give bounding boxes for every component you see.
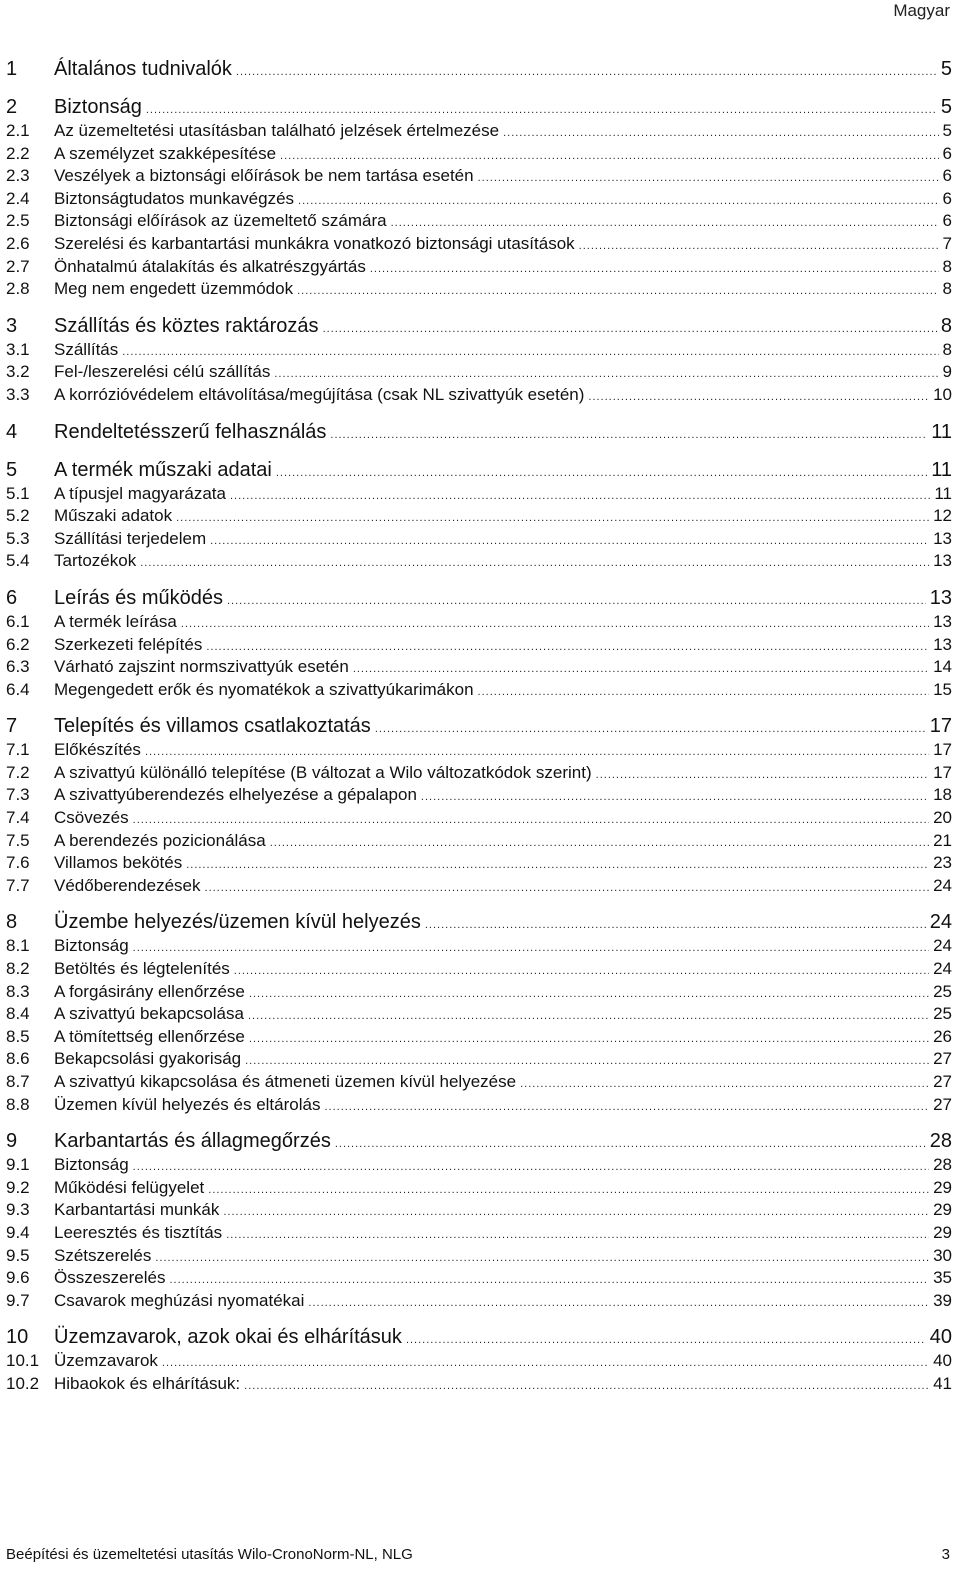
toc-entry-page: 17 (929, 715, 952, 738)
toc-dot-leader (248, 1005, 929, 1028)
toc-chapter-entry[interactable] (6, 1129, 952, 1154)
toc-section-entry[interactable] (6, 505, 952, 528)
toc-entry-number: 6 (6, 586, 18, 609)
toc-dot-leader (335, 1132, 926, 1157)
toc-entry-title: A típusjel magyarázata (54, 483, 226, 503)
toc-section-entry[interactable] (6, 1094, 952, 1117)
toc-entry-number: 9.5 (6, 1245, 30, 1265)
toc-entry-number: 5.4 (6, 551, 30, 571)
toc-section-entry[interactable] (6, 1048, 952, 1071)
toc-entry-page: 24 (929, 911, 952, 934)
toc-section-entry[interactable] (6, 483, 952, 506)
toc-entry-title: A termék leírása (54, 611, 177, 631)
toc-section-entry[interactable] (6, 981, 952, 1004)
toc-entry-number: 8.2 (6, 959, 30, 979)
toc-entry-number: 10 (6, 1326, 29, 1349)
toc-entry-page: 24 (933, 959, 952, 979)
toc-entry-number: 6.3 (6, 657, 30, 677)
toc-dot-leader (588, 386, 929, 409)
toc-entry-page: 9 (942, 362, 952, 382)
toc-entry-number: 5.2 (6, 506, 30, 526)
toc-entry-title: Villamos bekötés (54, 853, 183, 873)
toc-entry-title: Műszaki adatok (54, 506, 173, 526)
toc-dot-leader (330, 423, 927, 448)
toc-entry-number: 9.4 (6, 1222, 30, 1242)
toc-entry-title: Csövezés (54, 808, 129, 828)
toc-entry-number: 5 (6, 458, 18, 481)
toc-dot-leader (249, 983, 929, 1006)
toc-entry-number: 8.8 (6, 1094, 30, 1114)
toc-section-entry[interactable] (6, 188, 952, 211)
toc-dot-leader (370, 258, 939, 281)
toc-entry-number: 9.1 (6, 1155, 30, 1175)
toc-entry-page: 29 (933, 1177, 952, 1197)
toc-dot-leader (155, 1247, 929, 1270)
toc-entry-page: 11 (931, 420, 952, 443)
toc-entry-title: Általános tudnivalók (54, 58, 232, 80)
toc-entry-title: Karbantartás és állagmegőrzés (54, 1130, 331, 1153)
toc-dot-leader (406, 1328, 926, 1353)
toc-dot-leader (205, 877, 930, 900)
toc-entry-number: 5.3 (6, 528, 30, 548)
toc-entry-page: 27 (933, 1049, 952, 1069)
toc-dot-leader (223, 1201, 929, 1224)
toc-section-entry[interactable] (6, 784, 952, 807)
toc-entry-title: Meg nem engedett üzemmódok (54, 279, 294, 299)
toc-entry-title: Önhatalmú átalakítás és alkatrészgyártás (54, 256, 366, 276)
toc-entry-page: 39 (933, 1290, 952, 1310)
toc-dot-leader (249, 1028, 929, 1051)
toc-dot-leader (176, 507, 929, 530)
toc-entry-page: 24 (933, 875, 952, 895)
toc-entry-page: 6 (942, 166, 952, 186)
toc-entry-number: 7.4 (6, 808, 30, 828)
toc-entry-page: 29 (933, 1222, 952, 1242)
toc-entry-title: Csavarok meghúzási nyomatékai (54, 1290, 305, 1310)
toc-entry-title: Üzemen kívül helyezés és eltárolás (54, 1094, 321, 1114)
toc-section-entry[interactable] (6, 1199, 952, 1222)
toc-entry-page: 25 (933, 1004, 952, 1024)
toc-dot-leader (308, 1292, 929, 1315)
toc-dot-leader (208, 1179, 929, 1202)
toc-entry-page: 27 (933, 1072, 952, 1091)
toc-dot-leader (244, 1375, 929, 1398)
toc-entry-number: 7.2 (6, 762, 30, 782)
toc-dot-leader (181, 613, 929, 636)
toc-chapter-entry[interactable] (6, 420, 952, 445)
toc-entry-number: 6.1 (6, 611, 30, 631)
toc-section-entry[interactable] (6, 550, 952, 573)
toc-entry-number: 6.2 (6, 634, 30, 654)
toc-chapter-entry[interactable] (6, 586, 952, 611)
toc-entry-page: 13 (933, 528, 952, 548)
toc-section-entry[interactable] (6, 384, 952, 407)
toc-entry-number: 2.2 (6, 143, 30, 163)
toc-entry-page: 20 (933, 808, 952, 828)
toc-entry-page: 11 (934, 483, 952, 503)
toc-entry-number: 2.8 (6, 279, 30, 299)
toc-entry-title: Rendeltetésszerű felhasználás (54, 420, 327, 443)
toc-entry-number: 7.3 (6, 785, 30, 805)
toc-section-entry[interactable] (6, 830, 952, 853)
toc-entry-page: 8 (942, 339, 952, 359)
toc-entry-page: 6 (942, 188, 952, 208)
toc-entry-page: 11 (931, 458, 952, 481)
toc-section-entry[interactable] (6, 1222, 952, 1245)
toc-entry-number: 2.5 (6, 211, 30, 231)
toc-entry-page: 27 (933, 1094, 952, 1114)
toc-entry-page: 18 (933, 785, 952, 805)
toc-entry-number: 9.3 (6, 1200, 30, 1220)
toc-chapter-entry[interactable] (6, 95, 952, 120)
toc-entry-number: 1 (6, 58, 18, 80)
toc-entry-title: Biztonság (54, 96, 142, 118)
toc-entry-page: 21 (933, 830, 952, 850)
toc-dot-leader (230, 485, 930, 508)
toc-dot-leader (391, 212, 939, 235)
toc-section-entry[interactable] (6, 1026, 952, 1049)
toc-entry-page: 14 (933, 657, 952, 677)
toc-entry-title: Leeresztés és tisztítás (54, 1222, 223, 1242)
toc-entry-number: 2 (6, 96, 18, 118)
toc-section-entry[interactable] (6, 1177, 952, 1200)
toc-chapter-entry[interactable] (6, 910, 952, 935)
toc-dot-leader (375, 717, 926, 742)
toc-entry-number: 10.2 (6, 1373, 40, 1393)
toc-entry-page: 10 (933, 384, 952, 404)
toc-dot-leader (478, 167, 939, 190)
toc-entry-title: A személyzet szakképesítése (54, 143, 277, 163)
toc-dot-leader (353, 658, 929, 681)
toc-entry-number: 7.1 (6, 740, 30, 760)
toc-entry-title: Várható zajszint normszivattyúk esetén (54, 657, 349, 677)
toc-dot-leader (140, 552, 929, 575)
language-label: Magyar (893, 1, 950, 20)
toc-dot-leader (596, 764, 929, 787)
toc-entry-page: 7 (942, 233, 952, 253)
toc-entry-page: 35 (933, 1268, 952, 1288)
toc-entry-page: 5 (940, 96, 952, 118)
toc-entry-title: Tartozékok (54, 551, 137, 571)
toc-section-entry[interactable] (6, 256, 952, 279)
toc-entry-number: 8.3 (6, 981, 30, 1001)
toc-entry-number: 2.1 (6, 121, 30, 140)
toc-entry-title: Üzembe helyezés/üzemen kívül helyezés (54, 911, 421, 934)
toc-dot-leader (323, 317, 937, 342)
footer-document-title: Beépítési és üzemeltetési utasítás Wilo-CronoNorm-NL, NLG (6, 1546, 413, 1563)
toc-dot-leader (270, 832, 929, 855)
toc-section-entry[interactable] (6, 1267, 952, 1290)
toc-dot-leader (236, 60, 937, 85)
toc-entry-title: Előkészítés (54, 740, 141, 760)
toc-entry-title: Szállítás (54, 339, 119, 359)
toc-entry-page: 13 (933, 611, 952, 631)
toc-section-entry[interactable] (6, 958, 952, 981)
toc-section-entry[interactable] (6, 143, 952, 166)
toc-entry-page: 8 (942, 279, 952, 299)
toc-section-entry[interactable] (6, 165, 952, 188)
toc-entry-title: Megengedett erők és nyomatékok a szivattyúkarimákon (54, 679, 474, 699)
toc-dot-leader (133, 937, 929, 960)
toc-entry-number: 2.7 (6, 256, 30, 276)
toc-entry-title: Szerkezeti felépítés (54, 634, 203, 654)
toc-dot-leader (276, 461, 927, 486)
toc-entry-page: 23 (933, 853, 952, 873)
toc-entry-title: Telepítés és villamos csatlakoztatás (54, 715, 371, 738)
toc-section-entry[interactable] (6, 1154, 952, 1177)
toc-entry-title: Betöltés és légtelenítés (54, 959, 230, 979)
toc-entry-number: 7.6 (6, 853, 30, 873)
toc-entry-title: Szállítási terjedelem (54, 528, 207, 548)
toc-entry-number: 9.6 (6, 1268, 30, 1288)
toc-chapter-entry[interactable] (6, 458, 952, 483)
toc-entry-title: Összeszerelés (54, 1268, 166, 1288)
toc-entry-number: 9 (6, 1130, 18, 1153)
toc-dot-leader (133, 1156, 929, 1179)
toc-section-entry[interactable] (6, 361, 952, 384)
toc-section-entry[interactable] (6, 528, 952, 551)
toc-entry-title: Bekapcsolási gyakoriság (54, 1049, 242, 1069)
toc-entry-title: Szerelési és karbantartási munkákra vonatkozó biztonsági utasítások (54, 233, 575, 253)
toc-dot-leader (478, 681, 930, 704)
toc-entry-number: 2.4 (6, 188, 30, 208)
toc-entry-number: 8.6 (6, 1049, 30, 1069)
toc-entry-title: Működési felügyelet (54, 1177, 205, 1197)
toc-dot-leader (579, 235, 939, 258)
toc-chapter-entry[interactable] (6, 57, 952, 82)
toc-chapter-entry[interactable] (6, 314, 952, 339)
toc-dot-leader (234, 960, 929, 983)
toc-entry-number: 8 (6, 911, 18, 934)
toc-entry-page: 17 (933, 740, 952, 760)
toc-entry-page: 29 (933, 1200, 952, 1220)
toc-dot-leader (227, 589, 926, 614)
toc-entry-page: 28 (933, 1155, 952, 1175)
toc-dot-leader (206, 636, 929, 659)
toc-entry-number: 2.3 (6, 166, 30, 186)
toc-entry-title: A szivattyú különálló telepítése (B változat a Wilo változatkódok szerint) (54, 762, 592, 782)
toc-entry-number: 3.3 (6, 384, 30, 404)
toc-dot-leader (210, 530, 929, 553)
toc-entry-title: Biztonság (54, 1155, 129, 1175)
toc-entry-page: 25 (933, 981, 952, 1001)
toc-entry-title: Szállítás és köztes raktározás (54, 314, 319, 337)
toc-entry-title: A forgásirány ellenőrzése (54, 981, 245, 1001)
toc-entry-title: Hibaokok és elhárításuk: (54, 1373, 241, 1393)
toc-dot-leader (186, 854, 929, 877)
toc-section-entry[interactable] (6, 807, 952, 830)
toc-entry-page: 40 (933, 1351, 952, 1371)
toc-entry-number: 8.4 (6, 1004, 30, 1024)
page-footer (6, 1546, 950, 1563)
toc-entry-number: 7.5 (6, 830, 30, 850)
toc-dot-leader (298, 190, 938, 213)
toc-entry-number: 3.1 (6, 339, 30, 359)
toc-section-entry[interactable] (6, 634, 952, 657)
toc-section-entry[interactable] (6, 1003, 952, 1026)
toc-entry-page: 24 (933, 936, 952, 956)
toc-dot-leader (324, 1096, 929, 1119)
toc-entry-title: A szivattyúberendezés elhelyezése a gépalapon (54, 785, 417, 805)
toc-section-entry[interactable] (6, 233, 952, 256)
toc-section-entry[interactable] (6, 611, 952, 634)
toc-entry-page: 8 (940, 314, 952, 337)
toc-section-entry[interactable] (6, 1290, 952, 1313)
toc-dot-leader (503, 122, 938, 145)
toc-entry-number: 4 (6, 420, 18, 443)
toc-entry-title: Karbantartási munkák (54, 1200, 220, 1220)
toc-entry-page: 13 (933, 634, 952, 654)
toc-entry-page: 41 (933, 1373, 952, 1393)
toc-entry-title: A korrózióvédelem eltávolítása/megújítása (csak NL szivattyúk esetén) (54, 384, 585, 404)
toc-entry-page: 30 (933, 1245, 952, 1265)
toc-entry-title: Üzemzavarok, azok okai és elhárításuk (54, 1326, 402, 1349)
toc-entry-title: Az üzemeltetési utasításban található jelzések értelmezése (54, 121, 500, 140)
toc-entry-page: 28 (929, 1130, 952, 1153)
toc-entry-page: 40 (929, 1326, 952, 1349)
toc-section-entry[interactable] (6, 1350, 952, 1373)
toc-dot-leader (421, 786, 929, 809)
toc-entry-title: Leírás és működés (54, 586, 223, 609)
toc-section-entry[interactable] (6, 1373, 952, 1396)
table-of-contents (6, 57, 952, 1396)
toc-section-entry[interactable] (6, 852, 952, 875)
toc-entry-title: A szivattyú kikapcsolása és átmeneti üzemen kívül helyezése (54, 1072, 517, 1091)
toc-dot-leader (297, 280, 938, 303)
toc-entry-number: 7.7 (6, 875, 30, 895)
toc-entry-title: Védőberendezések (54, 875, 201, 895)
toc-entry-title: Szétszerelés (54, 1245, 152, 1265)
toc-dot-leader (169, 1269, 929, 1292)
toc-dot-leader (274, 363, 938, 386)
toc-entry-number: 3.2 (6, 362, 30, 382)
toc-entry-title: Biztonság (54, 936, 129, 956)
toc-chapter-entry[interactable] (6, 714, 952, 739)
toc-entry-page: 13 (933, 551, 952, 571)
toc-section-entry[interactable] (6, 210, 952, 233)
toc-entry-title: Üzemzavarok (54, 1351, 158, 1371)
toc-entry-number: 2.6 (6, 233, 30, 253)
toc-entry-title: A berendezés pozicionálása (54, 830, 266, 850)
toc-entry-page: 12 (933, 506, 952, 526)
toc-section-entry[interactable] (6, 278, 952, 301)
toc-entry-title: Veszélyek a biztonsági előírások be nem tartása esetén (54, 166, 474, 186)
toc-dot-leader (520, 1073, 929, 1096)
toc-dot-leader (425, 913, 926, 938)
toc-entry-title: Biztonságtudatos munkavégzés (54, 188, 295, 208)
toc-dot-leader (162, 1352, 929, 1375)
toc-dot-leader (133, 809, 929, 832)
toc-entry-page: 17 (933, 762, 952, 782)
toc-entry-title: A termék műszaki adatai (54, 458, 272, 481)
toc-entry-page: 6 (942, 211, 952, 231)
toc-entry-page: 26 (933, 1026, 952, 1046)
toc-dot-leader (245, 1050, 929, 1073)
toc-section-entry[interactable] (6, 120, 952, 143)
toc-section-entry[interactable] (6, 739, 952, 762)
toc-entry-title: A tömítettség ellenőrzése (54, 1026, 245, 1046)
toc-entry-number: 8.1 (6, 936, 30, 956)
toc-dot-leader (145, 741, 929, 764)
toc-entry-number: 3 (6, 314, 18, 337)
toc-entry-number: 8.7 (6, 1072, 30, 1091)
toc-entry-page: 8 (942, 256, 952, 276)
toc-entry-number: 6.4 (6, 679, 30, 699)
toc-entry-title: Fel-/leszerelési célú szállítás (54, 362, 271, 382)
toc-entry-number: 9.7 (6, 1290, 30, 1310)
toc-entry-title: A szivattyú bekapcsolása (54, 1004, 244, 1024)
toc-dot-leader (280, 145, 938, 168)
toc-dot-leader (226, 1224, 929, 1247)
toc-dot-leader (122, 341, 938, 364)
toc-entry-number: 5.1 (6, 483, 30, 503)
toc-section-entry[interactable] (6, 935, 952, 958)
toc-entry-number: 9.2 (6, 1177, 30, 1197)
toc-section-entry[interactable] (6, 1245, 952, 1268)
footer-page-number: 3 (941, 1546, 950, 1563)
toc-entry-page: 5 (942, 121, 952, 140)
toc-entry-number: 7 (6, 715, 18, 738)
toc-entry-page: 13 (929, 586, 952, 609)
toc-entry-number: 10.1 (6, 1351, 40, 1371)
toc-entry-page: 6 (942, 143, 952, 163)
toc-entry-number: 8.5 (6, 1026, 30, 1046)
toc-section-entry[interactable] (6, 339, 952, 362)
toc-section-entry[interactable] (6, 656, 952, 679)
toc-section-entry[interactable] (6, 762, 952, 785)
toc-section-entry[interactable] (6, 1071, 952, 1094)
toc-entry-page: 15 (933, 679, 952, 699)
toc-entry-title: Biztonsági előírások az üzemeltető számára (54, 211, 387, 231)
toc-entry-page: 5 (940, 58, 952, 80)
toc-chapter-entry[interactable] (6, 1325, 952, 1350)
toc-section-entry[interactable] (6, 875, 952, 898)
toc-section-entry[interactable] (6, 679, 952, 702)
